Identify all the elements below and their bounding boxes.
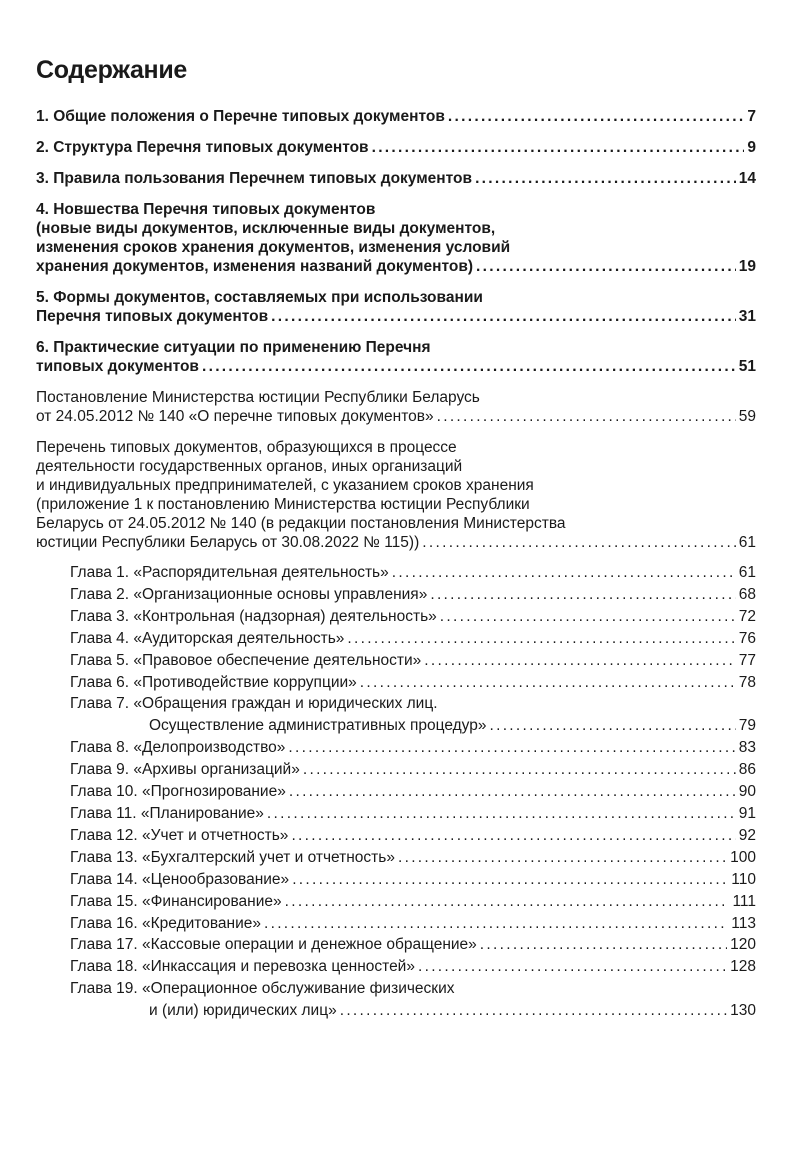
toc-entry-text: 4. Новшества Перечня типовых документов: [36, 201, 376, 218]
toc-entry-chapter[interactable]: [70, 672, 756, 694]
toc-entry-section[interactable]: [36, 107, 756, 126]
toc-entry-text: 6. Практические ситуации по применению Перечня: [36, 339, 431, 356]
toc-entry-chapter[interactable]: [70, 956, 756, 978]
page-number: 111: [732, 892, 756, 910]
toc-entry-chapter[interactable]: [70, 934, 756, 956]
page-number: 120: [730, 936, 756, 954]
toc-entry-text: 1. Общие положения о Перечне типовых документов: [36, 108, 445, 125]
dot-leader: [392, 562, 736, 584]
dot-leader: [292, 869, 728, 891]
toc-entry-text: Глава 3. «Контрольная (надзорная) деятельность»: [70, 607, 437, 625]
toc-entry-text: 5. Формы документов, составляемых при использовании: [36, 289, 483, 306]
toc-entry-section[interactable]: [36, 338, 756, 376]
toc-entry-text: от 24.05.2012 № 140 «О перечне типовых документов»: [36, 408, 434, 425]
page-number: 91: [738, 804, 756, 822]
toc-entry-text: Перечень типовых документов, образующихся в процессе: [36, 439, 457, 456]
toc-entry-text: и (или) юридических лиц»: [149, 1002, 337, 1020]
page-number: 90: [738, 783, 756, 801]
dot-leader: [267, 803, 736, 825]
toc-entry-text: хранения документов, изменения названий документов): [36, 258, 474, 275]
toc-entry-text: Глава 17. «Кассовые операции и денежное обращение»: [70, 936, 477, 954]
dot-leader: [418, 956, 727, 978]
toc-entry-text: Глава 8. «Делопроизводство»: [70, 739, 286, 757]
dot-leader: [303, 759, 736, 781]
toc-entry-text: Глава 13. «Бухгалтерский учет и отчетность»: [70, 848, 395, 866]
toc-entry-chapter[interactable]: [70, 759, 756, 781]
page-number: 61: [738, 564, 756, 581]
dot-leader: [347, 628, 735, 650]
page-number: 86: [738, 761, 756, 779]
toc-entry-text: Глава 12. «Учет и отчетность»: [70, 826, 289, 844]
toc-entry-chapter[interactable]: [70, 584, 756, 606]
toc-entry-text: Глава 14. «Ценообразование»: [70, 870, 290, 888]
toc-entry-chapter[interactable]: [70, 891, 756, 913]
page-number: 51: [738, 358, 756, 375]
page-number: 77: [738, 651, 756, 669]
toc-entry-chapter[interactable]: [70, 562, 756, 584]
page-title: Содержание: [36, 56, 188, 84]
toc-entry-chapter[interactable]: [70, 825, 756, 847]
dot-leader: [440, 606, 736, 628]
dot-leader: [476, 257, 736, 276]
page-number: 79: [738, 717, 756, 735]
toc-entry-text: деятельности государственных органов, иных организаций: [36, 458, 463, 475]
dot-leader: [271, 307, 736, 326]
page-number: 92: [738, 826, 756, 844]
toc-entry-text: 2. Структура Перечня типовых документов: [36, 139, 369, 156]
dot-leader: [489, 715, 735, 737]
dot-leader: [437, 407, 736, 426]
dot-leader: [340, 1000, 727, 1022]
page-number: 68: [738, 585, 756, 603]
dot-leader: [422, 533, 736, 552]
toc-entry-text: Глава 9. «Архивы организаций»: [70, 761, 300, 779]
toc-entry-text: Глава 2. «Организационные основы управления»: [70, 585, 428, 603]
toc-entry-text: Перечня типовых документов: [36, 308, 269, 325]
toc-entry-chapter[interactable]: [70, 978, 756, 1022]
toc-entry-text: Осуществление административных процедур»: [149, 717, 487, 735]
toc-chapters: [70, 562, 756, 1022]
toc-entry-text: Глава 11. «Планирование»: [70, 804, 264, 822]
toc-entry-section[interactable]: [36, 200, 756, 276]
toc-entry-chapter[interactable]: [70, 628, 756, 650]
page-number: 61: [738, 534, 756, 551]
toc-page: [36, 56, 756, 1022]
page-number: 110: [731, 870, 756, 888]
toc-entry-text: (приложение 1 к постановлению Министерства юстиции Республики: [36, 496, 530, 513]
toc-entry-text: Глава 10. «Прогнозирование»: [70, 783, 286, 801]
page-number: 113: [731, 914, 756, 932]
dot-leader: [398, 847, 727, 869]
page-number: 128: [730, 958, 756, 976]
toc-entry-text: Глава 16. «Кредитование»: [70, 914, 261, 932]
dot-leader: [475, 169, 736, 188]
dot-leader: [264, 913, 728, 935]
toc-entry-chapter[interactable]: [70, 803, 756, 825]
dot-leader: [424, 650, 736, 672]
page-number: 78: [738, 673, 756, 691]
page-number: 83: [738, 739, 756, 757]
toc-entry-text: Глава 19. «Операционное обслуживание физических: [70, 980, 455, 998]
toc-entry-text: и индивидуальных предпринимателей, с указанием сроков хранения: [36, 477, 534, 494]
toc-entry-text: 3. Правила пользования Перечнем типовых документов: [36, 170, 473, 187]
toc-sections: [36, 107, 756, 552]
toc-entry-text: Глава 18. «Инкассация и перевозка ценностей»: [70, 958, 415, 976]
page-number: 7: [747, 108, 756, 125]
toc-entry-chapter[interactable]: [70, 693, 756, 737]
toc-entry-text: типовых документов: [36, 358, 199, 375]
page-number: 14: [738, 170, 756, 187]
toc-entry-text: изменения сроков хранения документов, изменения условий: [36, 239, 511, 256]
toc-entry-section[interactable]: [36, 138, 756, 157]
page-number: 76: [738, 629, 756, 647]
toc-entry-text: Глава 4. «Аудиторская деятельность»: [70, 629, 345, 647]
toc-entry-chapter[interactable]: [70, 737, 756, 759]
toc-entry-text: Беларусь от 24.05.2012 № 140 (в редакции постановления Министерства: [36, 515, 566, 532]
dot-leader: [448, 107, 745, 126]
toc-entry-text: юстиции Республики Беларусь от 30.08.2022 № 115)): [36, 534, 420, 551]
page-number: 59: [738, 408, 756, 425]
toc-entry-chapter[interactable]: [70, 913, 756, 935]
toc-entry-text: Глава 6. «Противодействие коррупции»: [70, 673, 357, 691]
dot-leader: [288, 737, 735, 759]
toc-entry-section[interactable]: [36, 169, 756, 188]
toc-entry-text: Глава 5. «Правовое обеспечение деятельности»: [70, 651, 422, 669]
page-number: 130: [730, 1002, 756, 1020]
dot-leader: [289, 781, 736, 803]
toc-entry-chapter[interactable]: [70, 650, 756, 672]
toc-entry-chapter[interactable]: [70, 847, 756, 869]
toc-entry-chapter[interactable]: [70, 869, 756, 891]
toc-entry-section[interactable]: [36, 438, 756, 552]
toc-entry-text: Глава 15. «Финансирование»: [70, 892, 282, 910]
dot-leader: [480, 934, 727, 956]
toc-entry-section[interactable]: [36, 388, 756, 426]
toc-entry-chapter[interactable]: [70, 606, 756, 628]
toc-entry-text: Глава 7. «Обращения граждан и юридических лиц.: [70, 695, 438, 713]
toc-entry-text: Глава 1. «Распорядительная деятельность»: [70, 564, 389, 581]
dot-leader: [202, 357, 736, 376]
page-number: 100: [730, 848, 756, 866]
page-number: 72: [738, 607, 756, 625]
toc-entry-text: (новые виды документов, исключенные виды документов,: [36, 220, 496, 237]
dot-leader: [372, 138, 745, 157]
dot-leader: [430, 584, 735, 606]
toc-entry-chapter[interactable]: [70, 781, 756, 803]
dot-leader: [360, 672, 736, 694]
page-number: 9: [747, 139, 756, 156]
toc-entry-section[interactable]: [36, 288, 756, 326]
page-number: 31: [738, 308, 756, 325]
page-number: 19: [738, 258, 756, 275]
toc-entry-text: Постановление Министерства юстиции Республики Беларусь: [36, 389, 480, 406]
dot-leader: [291, 825, 735, 847]
dot-leader: [285, 891, 730, 913]
